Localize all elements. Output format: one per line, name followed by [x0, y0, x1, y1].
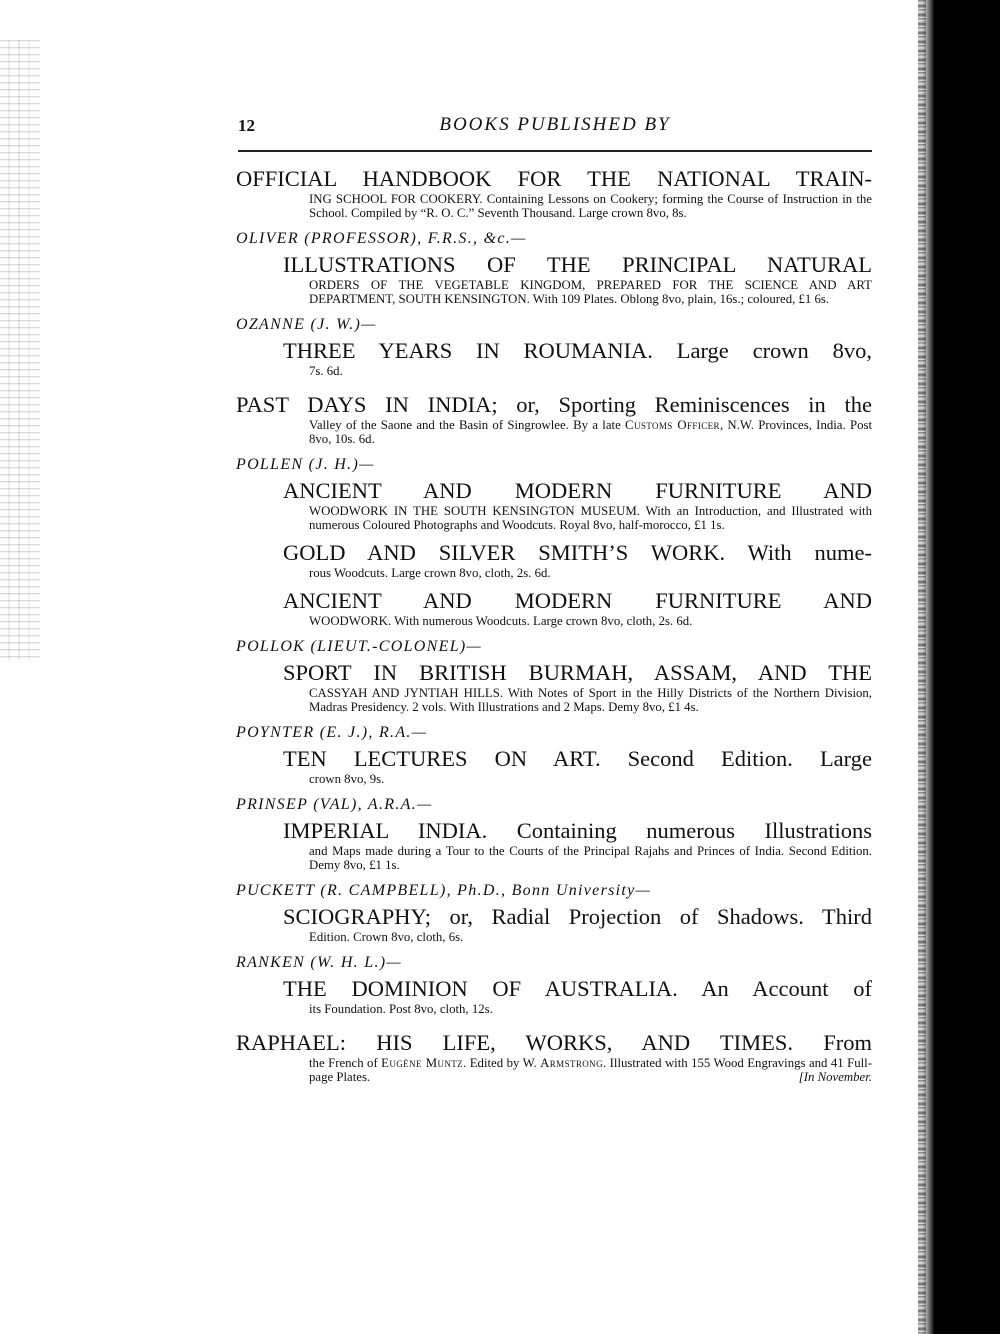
desc-text: , N.W. Provinces, India. Post 8vo, 10s. 6d. [309, 418, 872, 446]
publication-note: [In November. [798, 1070, 872, 1084]
book-title: THE DOMINION OF AUSTRALIA. An Account of [283, 976, 872, 1001]
book-list [236, 166, 872, 1092]
book-title: IMPERIAL INDIA. Containing numerous Illustrations [283, 818, 872, 843]
desc-text: . Illustrated with 155 Wood Engravings and 41 Full-page Plates. [309, 1056, 872, 1084]
book-description: crown 8vo, 9s. [309, 772, 385, 786]
author-heading-pollen: POLLEN (J. H.)— [236, 456, 375, 473]
book-description: and Maps made during a Tour to the Courts of the Principal Rajahs and Princes of India. Second Edition. Demy 8vo, £1 1s. [309, 844, 872, 872]
author-heading-prinsep: PRINSEP (VAL), A.R.A.— [236, 796, 433, 813]
desc-small-caps: Customs Officer [625, 418, 720, 432]
book-description: WOODWORK. With numerous Woodcuts. Large crown 8vo, cloth, 2s. 6d. [309, 614, 693, 628]
book-title: ANCIENT AND MODERN FURNITURE AND [283, 588, 872, 613]
book-entry-gold-silver [283, 540, 872, 580]
book-description: Edition. Crown 8vo, cloth, 6s. [309, 930, 464, 944]
author-heading-poynter: POYNTER (E. J.), R.A.— [236, 724, 428, 741]
header-rule [238, 150, 872, 152]
author-heading-pollok: POLLOK (LIEUT.-COLONEL)— [236, 638, 483, 655]
book-entry-principal-natural-orders [283, 252, 872, 306]
book-description: rous Woodcuts. Large crown 8vo, cloth, 2s. 6d. [309, 566, 551, 580]
book-description: CASSYAH AND JYNTIAH HILLS. With Notes of Sport in the Hilly Districts of the Northern Division, Madras Presidency. 2 vols. With Illustrations and 2 Maps. Demy 8vo, £1 4s. [309, 686, 872, 714]
book-entry-furniture-museum [283, 478, 872, 532]
book-entry-past-days-india [236, 392, 872, 446]
book-description [309, 1056, 872, 1084]
book-entry-sciography [283, 904, 872, 944]
book-entry-ten-lectures [283, 746, 872, 786]
book-entry-raphael [236, 1030, 872, 1084]
running-title: BOOKS PUBLISHED BY [439, 114, 671, 135]
book-entry-imperial-india [283, 818, 872, 872]
book-description: ORDERS OF THE VEGETABLE KINGDOM, PREPARED FOR THE SCIENCE AND ART DEPARTMENT, SOUTH KENSINGTON. With 109 Plates. Oblong 8vo, plain, 16s.; coloured, £1 6s. [309, 278, 872, 306]
book-entry-furniture-woodwork [283, 588, 872, 628]
author-heading-oliver: OLIVER (PROFESSOR), F.R.S., &c.— [236, 230, 527, 247]
desc-text: . Edited by W. [463, 1056, 541, 1070]
author-heading-ozanne: OZANNE (J. W.)— [236, 316, 377, 333]
book-title: PAST DAYS IN INDIA; or, Sporting Reminiscences in the [236, 392, 872, 417]
page-header [238, 114, 872, 144]
book-title: GOLD AND SILVER SMITH’S WORK. With nume- [283, 540, 872, 565]
book-description: ING SCHOOL FOR COOKERY. Containing Lessons on Cookery; forming the Course of Instruction in the School. Compiled by “R. O. C.” Seventh Thousand. Large crown 8vo, 8s. [309, 192, 872, 220]
book-spine-shadow [922, 0, 1000, 1334]
book-title: SPORT IN BRITISH BURMAH, ASSAM, AND THE [283, 660, 872, 685]
book-description [309, 418, 872, 446]
book-title: ILLUSTRATIONS OF THE PRINCIPAL NATURAL [283, 252, 872, 277]
book-entry-sport-burmah [283, 660, 872, 714]
book-entry-dominion-australia [283, 976, 872, 1016]
author-heading-ranken: RANKEN (W. H. L.)— [236, 954, 402, 971]
page-number: 12 [238, 116, 255, 135]
book-title: ANCIENT AND MODERN FURNITURE AND [283, 478, 872, 503]
book-description: WOODWORK IN THE SOUTH KENSINGTON MUSEUM. With an Introduction, and Illustrated with numerous Coloured Photographs and Woodcuts. Royal 8vo, half-morocco, £1 1s. [309, 504, 872, 532]
desc-text: Valley of the Saone and the Basin of Singrowlee. By a late [309, 418, 626, 432]
book-entry-cookery-handbook [236, 166, 872, 220]
book-description: its Foundation. Post 8vo, cloth, 12s. [309, 1002, 493, 1016]
desc-small-caps: Armstrong [540, 1056, 603, 1070]
book-description: 7s. 6d. [309, 364, 343, 378]
gutter-scan-marks [0, 40, 40, 660]
book-entry-three-years-roumania [283, 338, 872, 378]
book-title: OFFICIAL HANDBOOK FOR THE NATIONAL TRAIN- [236, 166, 872, 191]
book-title: TEN LECTURES ON ART. Second Edition. Large [283, 746, 872, 771]
desc-small-caps: Eugène Muntz [381, 1056, 464, 1070]
desc-text: the French of [309, 1056, 382, 1070]
book-title: RAPHAEL: HIS LIFE, WORKS, AND TIMES. From [236, 1030, 872, 1055]
author-heading-puckett: PUCKETT (R. CAMPBELL), Ph.D., Bonn University— [236, 882, 652, 899]
book-title: THREE YEARS IN ROUMANIA. Large crown 8vo, [283, 338, 872, 363]
book-title: SCIOGRAPHY; or, Radial Projection of Shadows. Third [283, 904, 872, 929]
